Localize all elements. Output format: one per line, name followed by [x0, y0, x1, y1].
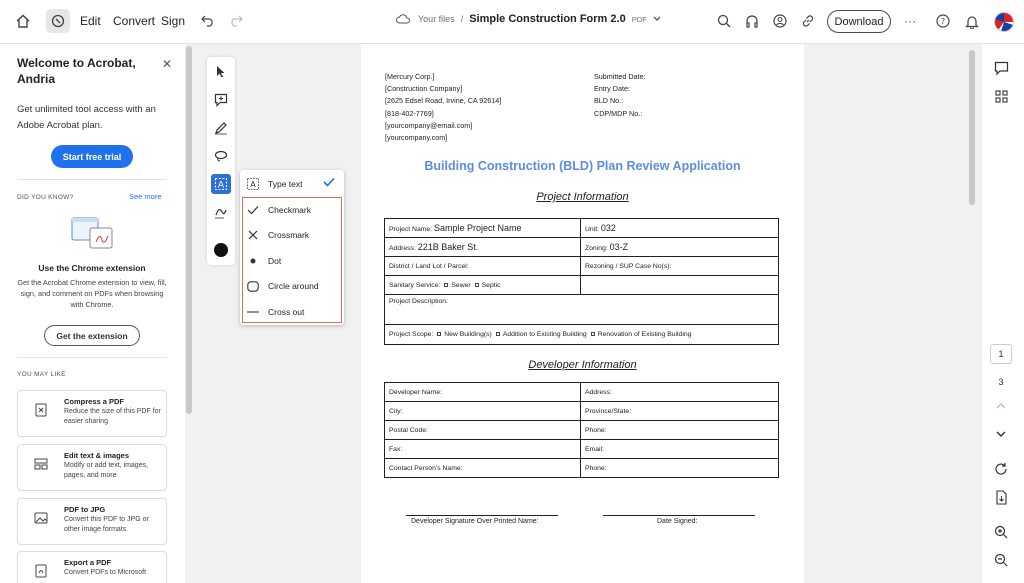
export-pdf-icon	[34, 564, 48, 578]
field-value: 032	[600, 223, 616, 233]
address-cell[interactable]	[385, 238, 581, 257]
sign-icon[interactable]	[211, 202, 231, 222]
text-tool-menu	[240, 170, 344, 325]
submission-field: Submitted Date:	[594, 72, 646, 81]
date-signed-label: Date Signed:	[657, 518, 698, 525]
you-may-like-label: YOU MAY LIKE	[17, 371, 66, 378]
empty-cell	[581, 276, 779, 295]
field-value: 03-Z	[609, 242, 629, 252]
download-button[interactable]: Download	[827, 10, 891, 33]
share-user-icon[interactable]	[772, 13, 788, 29]
left-panel-scrollbar[interactable]	[186, 46, 192, 414]
project-name-cell[interactable]	[385, 219, 581, 238]
menu-sign[interactable]: Sign	[161, 14, 186, 28]
fax-cell[interactable]: Fax:	[385, 440, 581, 459]
project-scope-cell[interactable]	[385, 325, 779, 345]
phone-cell[interactable]: Phone:	[581, 421, 779, 440]
color-picker-icon[interactable]	[211, 240, 231, 260]
menu-item-label: Crossmark	[268, 230, 310, 240]
rezoning-cell[interactable]	[581, 257, 779, 276]
crossmark-icon	[246, 230, 260, 240]
card-edit-text-images[interactable]	[17, 444, 167, 491]
menu-item-crossmark[interactable]	[246, 225, 336, 245]
card-description: Reduce the size of this PDF for easier sharing	[64, 408, 161, 425]
text-tool-icon[interactable]	[211, 174, 231, 194]
menu-item-circle-around[interactable]	[246, 276, 336, 296]
menu-item-dot[interactable]	[246, 251, 336, 271]
start-free-trial-button[interactable]: Start free trial	[51, 145, 133, 168]
signature-line	[406, 515, 558, 516]
address-line: [yourcompany.com]	[385, 133, 448, 143]
breadcrumb-separator: /	[460, 14, 464, 24]
field-label: Sanitary Service:	[389, 281, 441, 289]
field-label: Project Description:	[389, 298, 448, 305]
developer-information-table	[384, 382, 779, 478]
get-extension-button[interactable]: Get the extension	[44, 325, 140, 346]
sanitary-service-cell[interactable]	[385, 276, 581, 295]
help-icon[interactable]	[935, 13, 951, 29]
menu-convert[interactable]: Convert	[113, 14, 156, 28]
svg-text:?: ?	[940, 17, 946, 26]
field-label: District / Land Lot / Parcel:	[389, 262, 469, 270]
developer-name-cell[interactable]: Developer Name:	[385, 383, 581, 402]
city-cell[interactable]: City:	[385, 402, 581, 421]
menu-item-label: Circle around	[268, 281, 319, 291]
page-fit-icon[interactable]	[992, 488, 1010, 506]
home-icon[interactable]	[14, 12, 32, 30]
email-cell[interactable]: Email:	[581, 440, 779, 459]
district-cell[interactable]	[385, 257, 581, 276]
field-label: Address:	[389, 245, 416, 252]
comments-icon[interactable]	[992, 59, 1010, 77]
more-options-icon[interactable]: ···	[904, 14, 916, 28]
did-you-know-label: DID YOU KNOW?	[17, 194, 74, 201]
field-label: Project Scope:	[389, 331, 434, 338]
dot-icon	[246, 258, 260, 264]
left-panel	[0, 44, 185, 583]
field-value: Sample Project Name	[433, 223, 522, 233]
select-tool-icon[interactable]	[211, 62, 231, 82]
scope-checkbox[interactable]	[437, 332, 441, 336]
field-label: Unit:	[585, 226, 599, 233]
application-title: Building Construction (BLD) Plan Review Application	[424, 159, 741, 173]
add-comment-icon[interactable]	[211, 90, 231, 110]
page-up-icon[interactable]	[992, 398, 1010, 412]
cross-out-icon	[246, 310, 260, 314]
submission-field: Entry Date:	[594, 84, 630, 94]
page-down-icon[interactable]	[992, 427, 1010, 441]
dev-address-cell[interactable]: Address:	[581, 383, 779, 402]
card-description: Convert PDFs to Microsoft	[64, 569, 147, 576]
address-line: [818-402-7769]	[385, 108, 434, 118]
submission-field: BLD No.:	[594, 96, 624, 106]
card-title: Compress a PDF	[64, 397, 125, 406]
menu-item-checkmark[interactable]	[246, 200, 336, 220]
menu-item-label: Dot	[268, 256, 282, 266]
redo-icon[interactable]	[228, 13, 244, 29]
project-description-cell[interactable]	[385, 295, 779, 325]
card-description: Convert this PDF to JPG or other image formats	[64, 516, 149, 533]
unit-cell[interactable]	[581, 219, 779, 238]
current-page-input[interactable]: 1	[990, 344, 1012, 364]
read-aloud-icon[interactable]	[744, 13, 760, 29]
menu-item-label: Type text	[268, 179, 303, 189]
card-compress-pdf[interactable]	[17, 390, 167, 437]
lasso-icon[interactable]	[211, 146, 231, 166]
field-label: Project Name:	[389, 226, 433, 233]
pdf-page	[361, 44, 804, 583]
divider	[17, 179, 167, 180]
option-label: New Building(s)	[444, 331, 492, 338]
option-label: Renovation of Existing Building	[597, 331, 692, 338]
compress-icon	[34, 403, 48, 417]
field-label: Zoning:	[585, 245, 608, 252]
card-title: PDF to JPG	[64, 505, 106, 514]
chrome-extension-title: Use the Chrome extension	[38, 263, 146, 273]
plan-promo-text: Get unlimited tool access with an Adobe Acrobat plan.	[17, 104, 156, 131]
total-pages: 3	[998, 377, 1004, 387]
top-bar	[0, 0, 1024, 44]
card-title: Export a PDF	[64, 558, 112, 567]
card-pdf-to-jpg[interactable]	[17, 498, 167, 545]
menu-edit[interactable]: Edit	[80, 14, 101, 28]
menu-item-cross-out[interactable]	[246, 302, 336, 322]
divider	[17, 357, 167, 358]
svg-text:A: A	[217, 180, 225, 191]
sewer-checkbox[interactable]	[444, 283, 448, 287]
chevron-down-icon[interactable]	[653, 16, 661, 22]
contact-person-cell[interactable]: Contact Person’s Name:	[385, 459, 581, 478]
document-title-bar	[396, 13, 661, 25]
scope-checkbox[interactable]	[591, 332, 595, 336]
address-line: [Construction Company]	[385, 84, 463, 94]
address-line: [Mercury Corp.]	[385, 72, 435, 81]
postal-code-cell[interactable]: Postal Code:	[385, 421, 581, 440]
rotate-icon[interactable]	[992, 460, 1010, 478]
submission-field: CDP/MDP No.:	[594, 108, 643, 118]
thumbnails-icon[interactable]	[992, 87, 1010, 105]
avatar[interactable]	[994, 12, 1014, 32]
contact-phone-cell[interactable]: Phone:	[581, 459, 779, 478]
developer-information-heading: Developer Information	[528, 359, 637, 371]
undo-icon[interactable]	[200, 13, 216, 29]
province-cell[interactable]: Province/State:	[581, 402, 779, 421]
project-information-table	[384, 218, 779, 345]
image-convert-icon	[34, 511, 48, 525]
link-icon[interactable]	[800, 13, 816, 29]
chrome-extension-illustration	[70, 214, 116, 250]
fill-sign-toolbar	[207, 57, 235, 265]
svg-text:A: A	[250, 180, 256, 189]
submission-info-block	[594, 71, 646, 120]
address-line: [yourcompany@email.com]	[385, 120, 473, 130]
bell-icon[interactable]	[964, 12, 980, 30]
company-address-block	[385, 71, 501, 144]
signature-label: Developer Signature Over Printed Name:	[411, 518, 539, 525]
ai-tools-icon[interactable]	[46, 9, 70, 33]
breadcrumb-your-files[interactable]: Your files	[418, 14, 455, 24]
option-label: Septic	[481, 281, 501, 289]
card-export-pdf[interactable]	[17, 551, 167, 583]
zoning-cell[interactable]	[581, 238, 779, 257]
draw-pen-icon[interactable]	[211, 118, 231, 138]
edit-layout-icon	[34, 457, 48, 471]
see-more-link[interactable]: See more	[129, 192, 162, 201]
circle-around-icon	[246, 281, 260, 292]
menu-item-label: Cross out	[268, 307, 305, 317]
septic-checkbox[interactable]	[475, 283, 479, 287]
date-line	[603, 515, 755, 516]
field-value: 221B Baker St.	[417, 242, 479, 252]
welcome-heading: Welcome to Acrobat, Andria	[17, 56, 136, 86]
cloud-icon	[396, 14, 410, 24]
option-label: Addition to Existing Building	[502, 331, 587, 338]
zoom-out-icon[interactable]	[992, 551, 1010, 569]
project-information-heading: Project Information	[536, 191, 629, 203]
card-description: Modify or add text, images, pages, and more	[64, 462, 149, 479]
document-scrollbar[interactable]	[969, 50, 975, 205]
address-line: [2625 Edsel Road, Irvine, CA 92614]	[385, 96, 502, 106]
card-title: Edit text & images	[64, 451, 130, 460]
document-title[interactable]: Simple Construction Form 2.0	[469, 13, 626, 25]
search-icon[interactable]	[716, 13, 732, 29]
menu-item-label: Checkmark	[268, 205, 311, 215]
field-label: Rezoning / SUP Case No(s):	[585, 262, 672, 270]
close-icon[interactable]: ✕	[162, 57, 173, 71]
scope-checkbox[interactable]	[496, 332, 500, 336]
option-label: Sewer	[451, 281, 471, 289]
document-type: PDF	[631, 14, 647, 24]
selected-check-icon	[323, 177, 335, 187]
chrome-extension-description: Get the Acrobat Chrome extension to view, fill, sign, and comment on PDFs when browsing with Chrome.	[17, 278, 167, 309]
checkmark-icon	[246, 205, 260, 215]
zoom-in-icon[interactable]	[992, 523, 1010, 541]
type-text-icon	[246, 178, 260, 190]
